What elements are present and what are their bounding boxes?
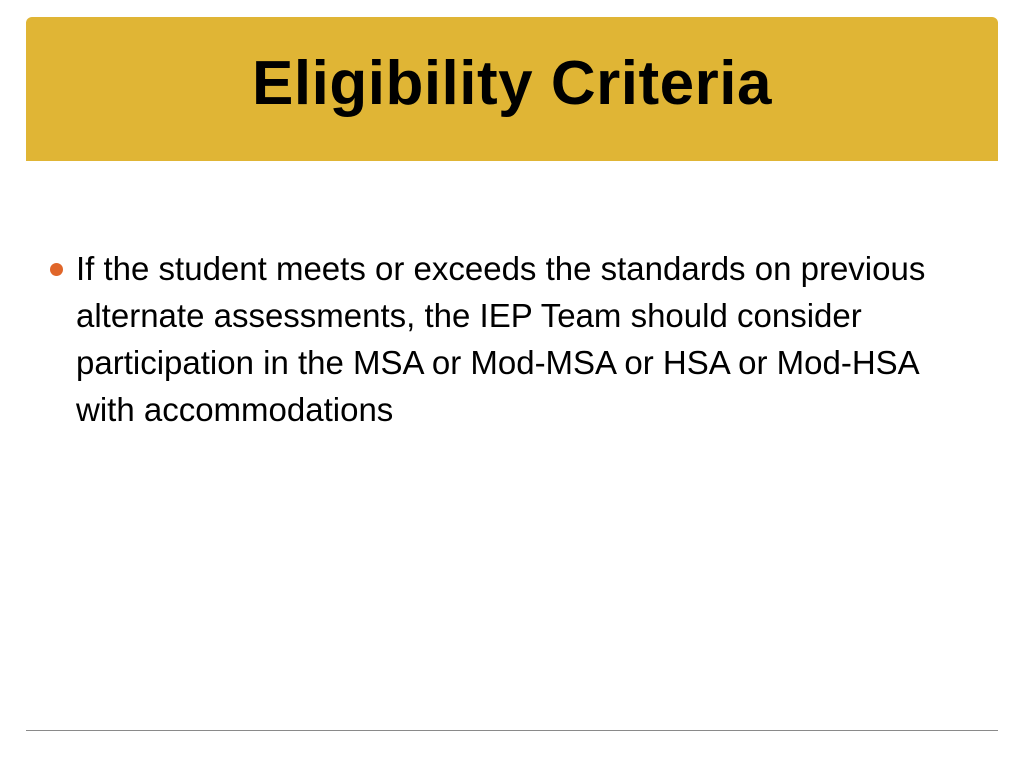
title-bar — [26, 17, 998, 161]
bullet-dot-icon — [50, 263, 63, 276]
slide-title: Eligibility Criteria — [252, 48, 772, 118]
slide-body — [46, 245, 966, 433]
bullet-text: If the student meets or exceeds the standards on previous alternate assessments, the IEP Team should consider participation in the MSA or Mod-MSA or HSA or Mod-HSA with accommodations — [76, 250, 926, 428]
footer-divider — [26, 730, 998, 731]
bullet-item — [46, 245, 966, 433]
